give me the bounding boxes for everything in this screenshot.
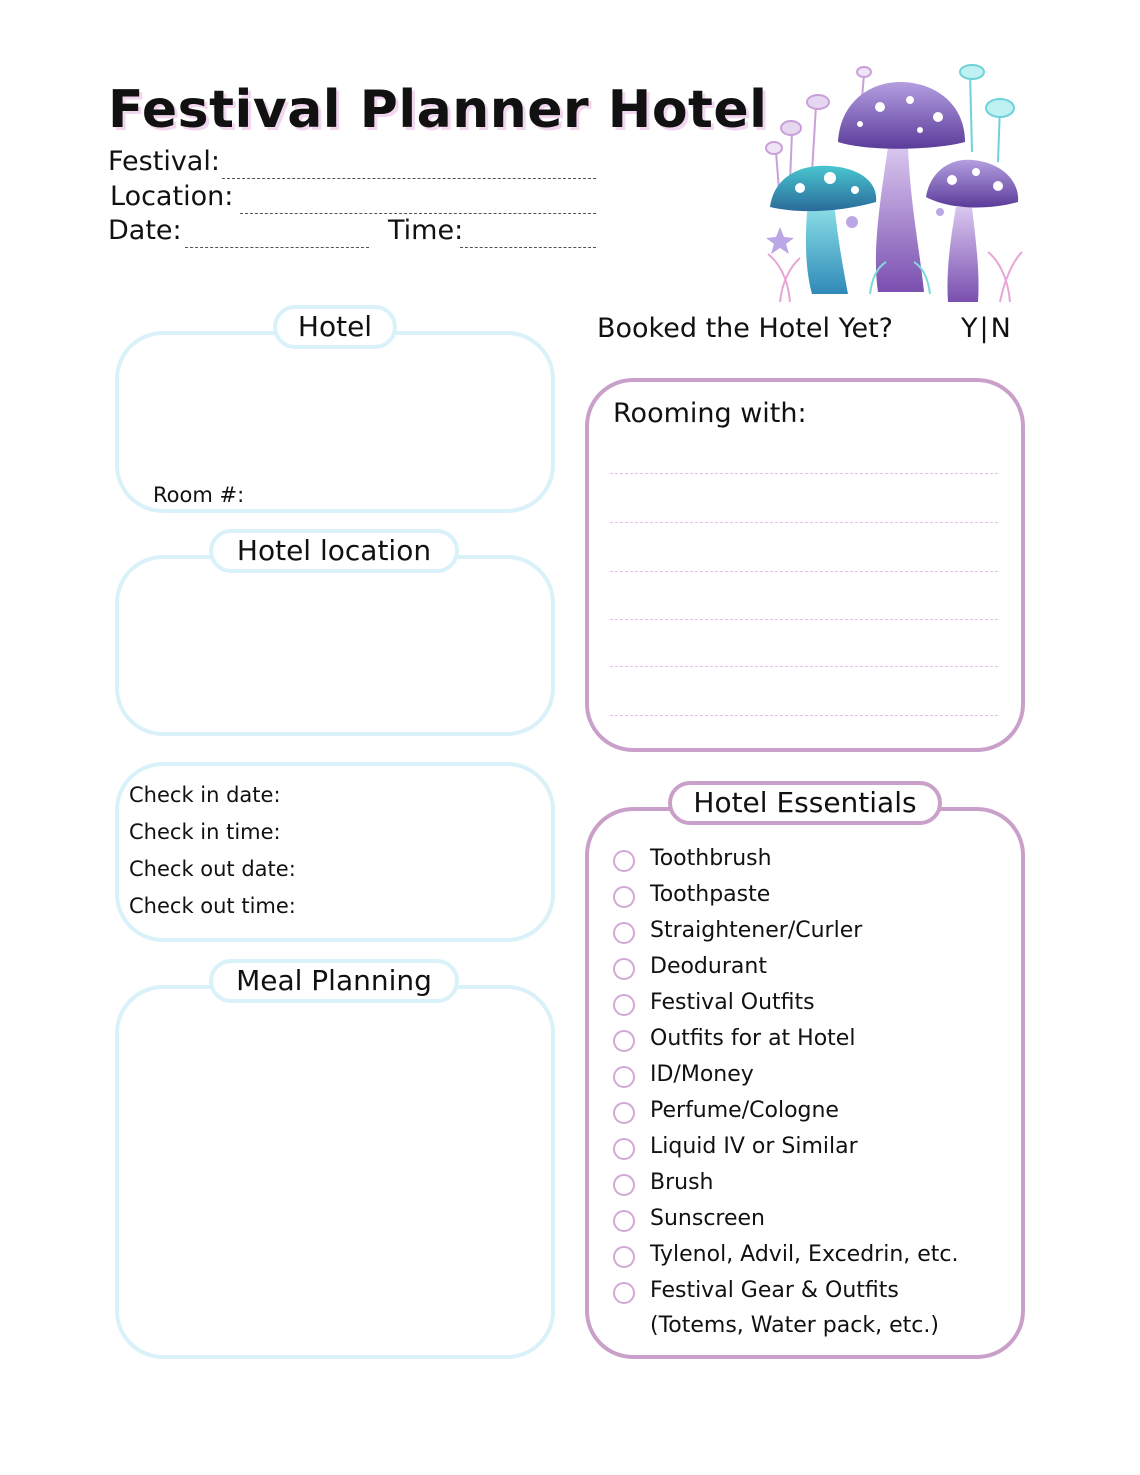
checkbox-liquid-iv[interactable] [613, 1138, 635, 1160]
meal-planning-heading: Meal Planning [209, 959, 459, 1003]
meal-planning-box[interactable] [115, 985, 555, 1359]
essential-item: Festival Gear & Outfits [650, 1278, 899, 1303]
essential-item: Toothbrush [650, 846, 772, 871]
mushroom-illustration [760, 62, 1030, 312]
time-input-line[interactable] [460, 247, 596, 248]
rooming-line-6[interactable] [610, 715, 998, 716]
essential-item: Perfume/Cologne [650, 1098, 839, 1123]
checkbox-brush[interactable] [613, 1174, 635, 1196]
checkbox-deodurant[interactable] [613, 958, 635, 980]
hotel-location-box[interactable] [115, 555, 555, 736]
time-label: Time: [388, 215, 464, 246]
booked-question: Booked the Hotel Yet? [597, 313, 893, 344]
rooming-line-4[interactable] [610, 619, 998, 620]
essential-item: Sunscreen [650, 1206, 765, 1231]
checkbox-toothpaste[interactable] [613, 886, 635, 908]
essential-item: ID/Money [650, 1062, 754, 1087]
rooming-line-1[interactable] [610, 473, 998, 474]
page-title: Festival Planner Hotel [108, 80, 768, 140]
essential-item: Straightener/Curler [650, 918, 863, 943]
date-label: Date: [108, 215, 182, 246]
checkbox-perfume[interactable] [613, 1102, 635, 1124]
hotel-essentials-heading: Hotel Essentials [668, 781, 942, 825]
checkbox-id-money[interactable] [613, 1066, 635, 1088]
location-label: Location: [110, 181, 234, 212]
rooming-with-heading: Rooming with: [613, 398, 807, 429]
rooming-line-2[interactable] [610, 522, 998, 523]
checkbox-festival-gear[interactable] [613, 1282, 635, 1304]
essential-item: Brush [650, 1170, 714, 1195]
checkout-time-label: Check out time: [129, 894, 296, 918]
rooming-line-3[interactable] [610, 571, 998, 572]
rooming-with-box[interactable] [585, 378, 1025, 752]
essential-item: Deodurant [650, 954, 767, 979]
festival-input-line[interactable] [222, 178, 596, 179]
checkbox-sunscreen[interactable] [613, 1210, 635, 1232]
location-input-line[interactable] [240, 213, 596, 214]
checkin-date-label: Check in date: [129, 783, 281, 807]
checkbox-straightener[interactable] [613, 922, 635, 944]
checkbox-outfits-hotel[interactable] [613, 1030, 635, 1052]
essential-item: Toothpaste [650, 882, 771, 907]
hotel-location-heading: Hotel location [209, 529, 459, 573]
checkbox-festival-outfits[interactable] [613, 994, 635, 1016]
essential-item: Outfits for at Hotel [650, 1026, 856, 1051]
room-number-label: Room #: [153, 483, 245, 507]
booked-yes-no[interactable]: Y|N [961, 313, 1013, 344]
checkin-time-label: Check in time: [129, 820, 281, 844]
essential-item: Liquid IV or Similar [650, 1134, 858, 1159]
essential-item: Festival Outfits [650, 990, 815, 1015]
essential-item-note: (Totems, Water pack, etc.) [650, 1313, 939, 1338]
checkbox-medicine[interactable] [613, 1246, 635, 1268]
festival-label: Festival: [108, 146, 220, 177]
date-input-line[interactable] [185, 247, 369, 248]
checkout-date-label: Check out date: [129, 857, 296, 881]
essential-item: Tylenol, Advil, Excedrin, etc. [650, 1242, 959, 1267]
rooming-line-5[interactable] [610, 666, 998, 667]
checkbox-toothbrush[interactable] [613, 850, 635, 872]
hotel-heading: Hotel [273, 305, 397, 349]
